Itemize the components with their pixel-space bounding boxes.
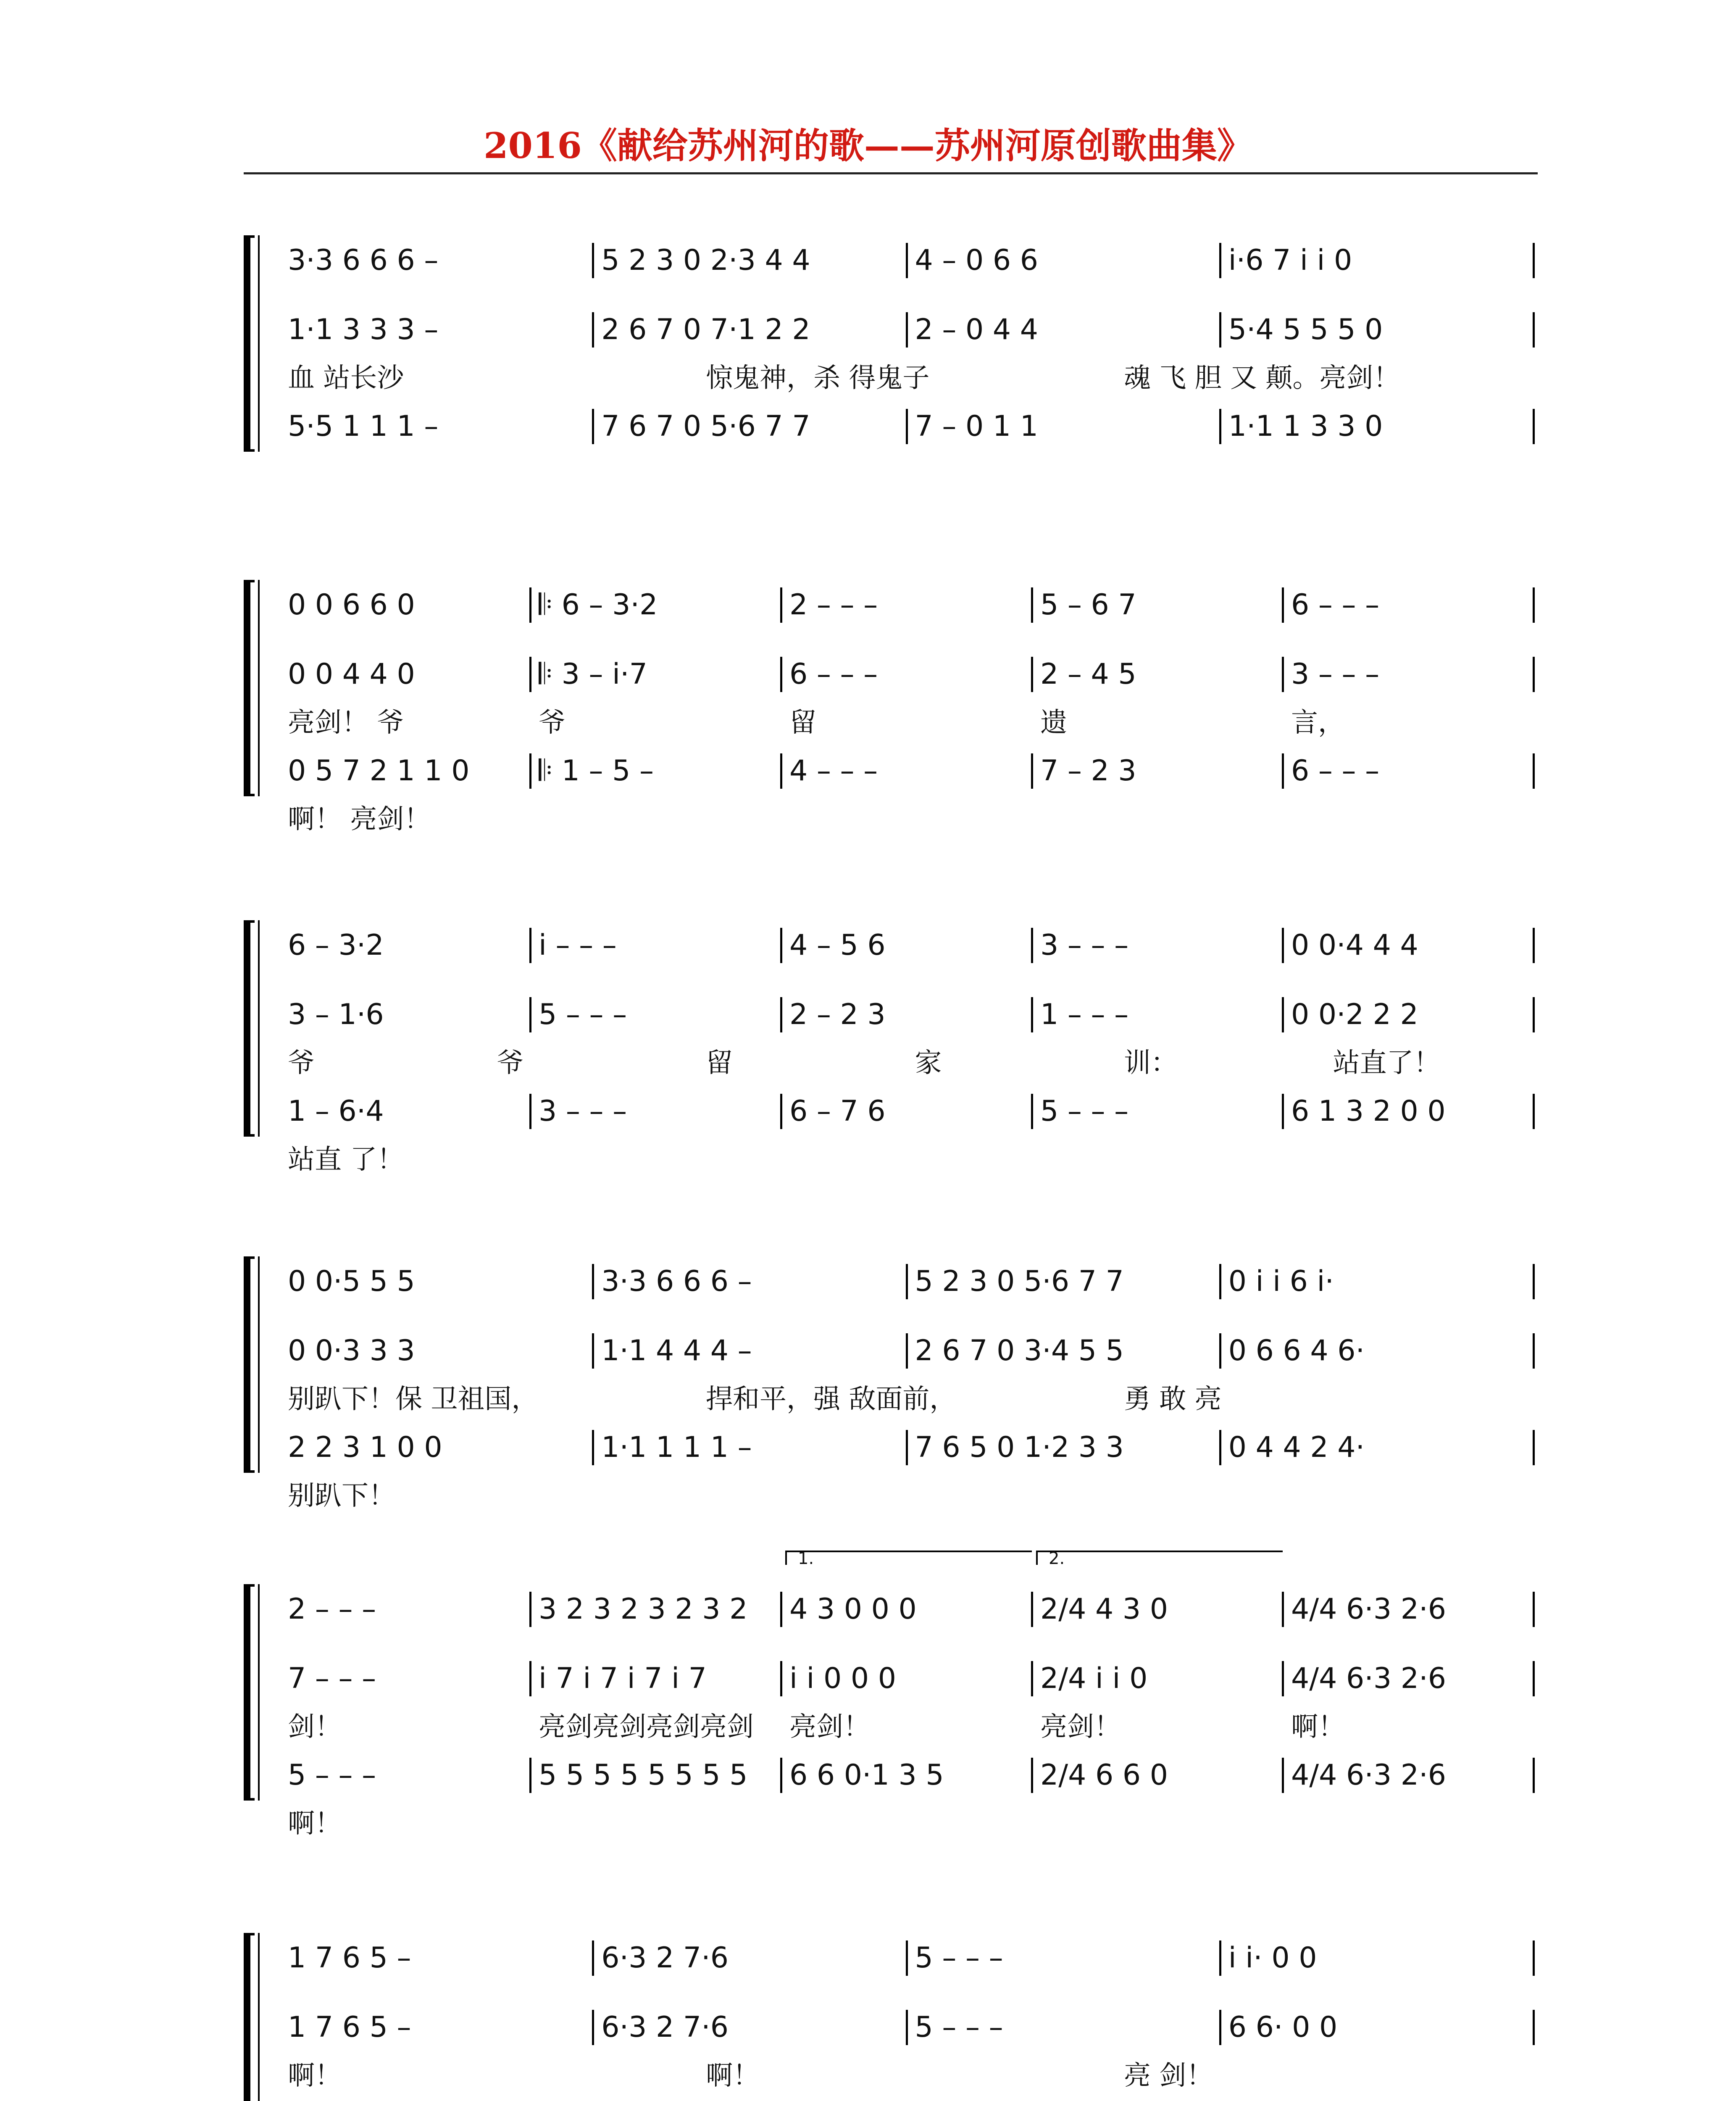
barline: [1282, 1094, 1284, 1129]
lyric-text: 亮剑亮剑亮剑亮剑: [539, 1711, 754, 1743]
measure: 1 – – –: [1040, 998, 1129, 1031]
measure: 3·3 6 6 6 –: [601, 1265, 752, 1298]
lyric-text: 留: [706, 1048, 733, 1079]
lyric-line: [284, 1376, 1538, 1422]
barline: [1219, 1264, 1221, 1299]
voice-row: [284, 2002, 1538, 2053]
system-brace: [244, 1584, 255, 1801]
measure: 0 0·4 4 4: [1291, 929, 1418, 962]
measure: 5·5 1 1 1 –: [288, 410, 439, 443]
measure: 6 – 3·2: [288, 929, 384, 962]
measure: 4/4 6·3 2·6: [1291, 1593, 1446, 1626]
measure: 𝄆 6 – 3·2: [539, 588, 658, 621]
system-line: [258, 1256, 260, 1473]
measure: 0 0·3 3 3: [288, 1334, 415, 1367]
measure: 2 6 7 0 7·1 2 2: [601, 313, 810, 346]
lyric-line: [284, 1801, 1538, 1847]
barline: [780, 1661, 782, 1696]
barline: [1533, 1940, 1535, 1976]
voice-row: [284, 1750, 1538, 1801]
lyric-text: 亮剑！: [1040, 1711, 1121, 1743]
volta-bracket: 2.: [1036, 1551, 1283, 1565]
barline: [906, 312, 908, 348]
barline: [1219, 243, 1221, 278]
lyric-text: 站直了！: [1333, 1048, 1441, 1079]
voice-row: [284, 1086, 1538, 1137]
measure: 0 i i 6 i·: [1228, 1265, 1334, 1298]
barline: [1533, 243, 1535, 278]
barline: [529, 1592, 531, 1627]
barline: [780, 1094, 782, 1129]
barline: [1219, 1430, 1221, 1465]
measure: 𝄆 1 – 5 –: [539, 754, 654, 787]
measure: [1228, 2099, 1529, 2101]
measure: i i· 0 0: [1228, 1941, 1317, 1975]
measure: i – – –: [539, 929, 617, 962]
barline: [1533, 928, 1535, 963]
barline: [1533, 997, 1535, 1032]
voice-row: [284, 1653, 1538, 1704]
barline: [1533, 1333, 1535, 1369]
barline: [1282, 587, 1284, 623]
lyric-text: 家: [915, 1048, 942, 1079]
lyric-text: 亮 剑！: [1124, 2060, 1213, 2091]
barline: [1533, 1264, 1535, 1299]
barline: [1031, 1094, 1033, 1129]
barline: [592, 243, 594, 278]
lyric-text: 捍和平，强 敌面前，: [706, 1384, 957, 1415]
system-brace: [244, 580, 255, 796]
barline: [1533, 2010, 1535, 2045]
voice-row: [284, 580, 1538, 630]
voice-row: [284, 1326, 1538, 1376]
voice-row: [284, 920, 1538, 971]
lyric-line: [284, 1704, 1538, 1750]
barline: [1282, 1661, 1284, 1696]
barline: [1282, 928, 1284, 963]
lyric-text: 留: [789, 707, 816, 738]
barline: [529, 1661, 531, 1696]
voice-row: [284, 235, 1538, 286]
measure: 5 2 3 0 5·6 7 7: [915, 1265, 1124, 1298]
measure: 6 1 3 2 0 0: [1291, 1095, 1446, 1128]
barline: [1282, 1592, 1284, 1627]
barline: [529, 1094, 531, 1129]
lyric-text: 别趴下！: [288, 1480, 395, 1511]
measure: 2 – 0 4 4: [915, 313, 1039, 346]
measure: 4 – 0 6 6: [915, 244, 1039, 277]
lyric-line: [284, 1137, 1538, 1183]
voice-row: [284, 305, 1538, 355]
barline: [906, 1264, 908, 1299]
voice-row: [284, 649, 1538, 700]
measure: 5 – – –: [1040, 1095, 1129, 1128]
system-line: [258, 920, 260, 1137]
barline: [1031, 657, 1033, 692]
measure: 0 6 6 4 6·: [1228, 1334, 1365, 1367]
barline: [1219, 312, 1221, 348]
voice-row: [284, 990, 1538, 1040]
barline: [529, 997, 531, 1032]
measure: 0 0 4 4 0: [288, 658, 415, 691]
barline: [1219, 1940, 1221, 1976]
measure: 6 – – –: [1291, 588, 1380, 621]
measure: i 7 i 7 i 7 i 7: [539, 1662, 707, 1695]
lyric-text: 训：: [1124, 1048, 1178, 1079]
measure: 0 4 4 2 4·: [1228, 1431, 1365, 1464]
lyric-line: [284, 700, 1538, 746]
barline: [1533, 1758, 1535, 1793]
lyric-text: 言，: [1291, 707, 1345, 738]
barline: [592, 312, 594, 348]
barline: [592, 1430, 594, 1465]
lyric-text: 站直 了！: [288, 1144, 404, 1175]
voice-row: [284, 1584, 1538, 1635]
voice-row: [284, 401, 1538, 452]
system-brace: [244, 1256, 255, 1473]
measure: 5 2 3 0 2·3 4 4: [601, 244, 810, 277]
lyric-text: 别趴下！保 卫祖国，: [288, 1384, 539, 1415]
barline: [1031, 1592, 1033, 1627]
barline: [1219, 2010, 1221, 2045]
barline: [592, 1940, 594, 1976]
lyric-line: [284, 2053, 1538, 2099]
measure: 7 – – –: [288, 1662, 376, 1695]
lyric-text: 勇 敢 亮: [1124, 1384, 1222, 1415]
barline: [1282, 997, 1284, 1032]
lyric-text: 啊！: [1291, 1711, 1345, 1743]
page-header-title: 2016《献给苏州河的歌——苏州河原创歌曲集》: [484, 125, 1252, 166]
barline: [529, 1758, 531, 1793]
measure: 5 – – –: [539, 998, 627, 1031]
measure: [915, 2099, 1216, 2101]
measure: 5 – – –: [915, 1941, 1003, 1975]
measure: 2 – 4 5: [1040, 658, 1136, 691]
measure: 1·1 4 4 4 –: [601, 1334, 752, 1367]
lyric-text: 啊！: [706, 2060, 760, 2091]
barline: [1533, 587, 1535, 623]
measure: 3·3 6 6 6 –: [288, 244, 439, 277]
measure: 5 5 5 5 5 5 5 5: [539, 1759, 748, 1792]
measure: 6·3 2 7·6: [601, 1941, 729, 1975]
measure: 7 – 0 1 1: [915, 410, 1039, 443]
measure: 2 – – –: [789, 588, 878, 621]
measure: 7 6 7 0 5·6 7 7: [601, 410, 810, 443]
system-line: [258, 1584, 260, 1801]
measure: 3 – – –: [1040, 929, 1129, 962]
barline: [592, 1264, 594, 1299]
barline: [1031, 997, 1033, 1032]
measure: 1 7 6 5 –: [288, 2011, 411, 2044]
measure: [601, 2099, 902, 2101]
lyric-line: [284, 1040, 1538, 1086]
barline: [1533, 1592, 1535, 1627]
barline: [529, 753, 531, 789]
voice-row: [284, 2099, 1538, 2101]
measure: 6 6 0·1 3 5: [789, 1759, 944, 1792]
lyric-text: 爷: [288, 1048, 315, 1079]
lyric-text: 啊！ 亮剑！: [288, 804, 431, 835]
system-line: [258, 1933, 260, 2101]
barline: [592, 1333, 594, 1369]
measure: 2 2 3 1 0 0: [288, 1431, 442, 1464]
system-brace: [244, 1933, 255, 2101]
measure: 6 – – –: [789, 658, 878, 691]
barline: [1031, 1661, 1033, 1696]
voice-row: [284, 1256, 1538, 1307]
barline: [1282, 1758, 1284, 1793]
system-brace: [244, 235, 255, 452]
barline: [906, 1430, 908, 1465]
barline: [906, 1940, 908, 1976]
measure: 2/4 4 3 0: [1040, 1593, 1168, 1626]
measure: 0 5 7 2 1 1 0: [288, 754, 470, 787]
measure: 3 2 3 2 3 2 3 2: [539, 1593, 748, 1626]
measure: 0 0 6 6 0: [288, 588, 415, 621]
measure: 0 0·5 5 5: [288, 1265, 415, 1298]
lyric-text: 爷: [539, 707, 566, 738]
measure: i i 0 0 0: [789, 1662, 897, 1695]
barline: [1031, 928, 1033, 963]
barline: [780, 928, 782, 963]
lyric-line: [284, 1473, 1538, 1519]
barline: [1533, 312, 1535, 348]
barline: [1219, 1333, 1221, 1369]
lyric-text: 亮剑！ 爷: [288, 707, 404, 738]
measure: 2 – 2 3: [789, 998, 886, 1031]
measure: 5·4 5 5 5 0: [1228, 313, 1383, 346]
barline: [592, 409, 594, 444]
barline: [780, 1758, 782, 1793]
measure: 5 – – –: [288, 1759, 376, 1792]
measure: 7 6 5 0 1·2 3 3: [915, 1431, 1124, 1464]
barline: [1031, 753, 1033, 789]
system-line: [258, 235, 260, 452]
lyric-text: 血 站长沙: [288, 363, 404, 394]
measure: i·6 7 i i 0: [1228, 244, 1352, 277]
measure: 2 – – –: [288, 1593, 376, 1626]
measure: 2/4 6 6 0: [1040, 1759, 1168, 1792]
barline: [529, 657, 531, 692]
lyric-text: 魂 飞 胆 又 颠。亮剑！: [1124, 363, 1400, 394]
lyric-text: 啊！: [288, 2060, 342, 2091]
lyric-line: [284, 796, 1538, 843]
measure: 1·1 1 1 1 –: [601, 1431, 752, 1464]
barline: [1533, 409, 1535, 444]
measure: 3 – – –: [1291, 658, 1380, 691]
barline: [1282, 657, 1284, 692]
measure: 6 – – –: [1291, 754, 1380, 787]
barline: [529, 587, 531, 623]
measure: 3 – 1·6: [288, 998, 384, 1031]
barline: [1533, 657, 1535, 692]
barline: [1031, 1758, 1033, 1793]
measure: 6 6· 0 0: [1228, 2011, 1338, 2044]
measure: 7 – 2 3: [1040, 754, 1136, 787]
measure: 𝄆 3 – i·7: [539, 658, 647, 691]
barline: [906, 409, 908, 444]
barline: [780, 997, 782, 1032]
measure: 1 – 6·4: [288, 1095, 384, 1128]
lyric-text: 惊鬼神，杀 得鬼子: [706, 363, 930, 394]
barline: [1533, 1661, 1535, 1696]
barline: [906, 2010, 908, 2045]
measure: 4/4 6·3 2·6: [1291, 1759, 1446, 1792]
measure: 4 3 0 0 0: [789, 1593, 917, 1626]
barline: [906, 243, 908, 278]
barline: [1533, 753, 1535, 789]
barline: [780, 657, 782, 692]
system-line: [258, 580, 260, 796]
lyric-line: [284, 355, 1538, 401]
measure: 3 – – –: [539, 1095, 627, 1128]
measure: [288, 2099, 589, 2101]
measure: 6·3 2 7·6: [601, 2011, 729, 2044]
measure: 4 – 5 6: [789, 929, 886, 962]
lyric-text: 剑！: [288, 1711, 342, 1743]
measure: 0 0·2 2 2: [1291, 998, 1418, 1031]
barline: [906, 1333, 908, 1369]
barline: [780, 753, 782, 789]
measure: 1·1 1 3 3 0: [1228, 410, 1383, 443]
measure: 5 – – –: [915, 2011, 1003, 2044]
barline: [1533, 1430, 1535, 1465]
header-rule: [244, 172, 1538, 174]
barline: [780, 1592, 782, 1627]
lyric-text: 啊！: [288, 1808, 342, 1839]
measure: 2/4 i i 0: [1040, 1662, 1148, 1695]
measure: 2 6 7 0 3·4 5 5: [915, 1334, 1124, 1367]
measure: 1 7 6 5 –: [288, 1941, 411, 1975]
voice-row: [284, 1422, 1538, 1473]
lyric-text: 爷: [497, 1048, 524, 1079]
system-brace: [244, 920, 255, 1137]
voice-row: [284, 746, 1538, 796]
measure: 6 – 7 6: [789, 1095, 886, 1128]
measure: 4 – – –: [789, 754, 878, 787]
barline: [592, 2010, 594, 2045]
barline: [780, 587, 782, 623]
lyric-text: 亮剑！: [789, 1711, 870, 1743]
voice-row: [284, 1933, 1538, 1983]
barline: [1533, 1094, 1535, 1129]
lyric-text: 遗: [1040, 707, 1067, 738]
barline: [1219, 409, 1221, 444]
volta-bracket: 1.: [785, 1551, 1032, 1565]
measure: 4/4 6·3 2·6: [1291, 1662, 1446, 1695]
measure: 1·1 3 3 3 –: [288, 313, 439, 346]
barline: [529, 928, 531, 963]
barline: [1031, 587, 1033, 623]
barline: [1282, 753, 1284, 789]
measure: 5 – 6 7: [1040, 588, 1136, 621]
